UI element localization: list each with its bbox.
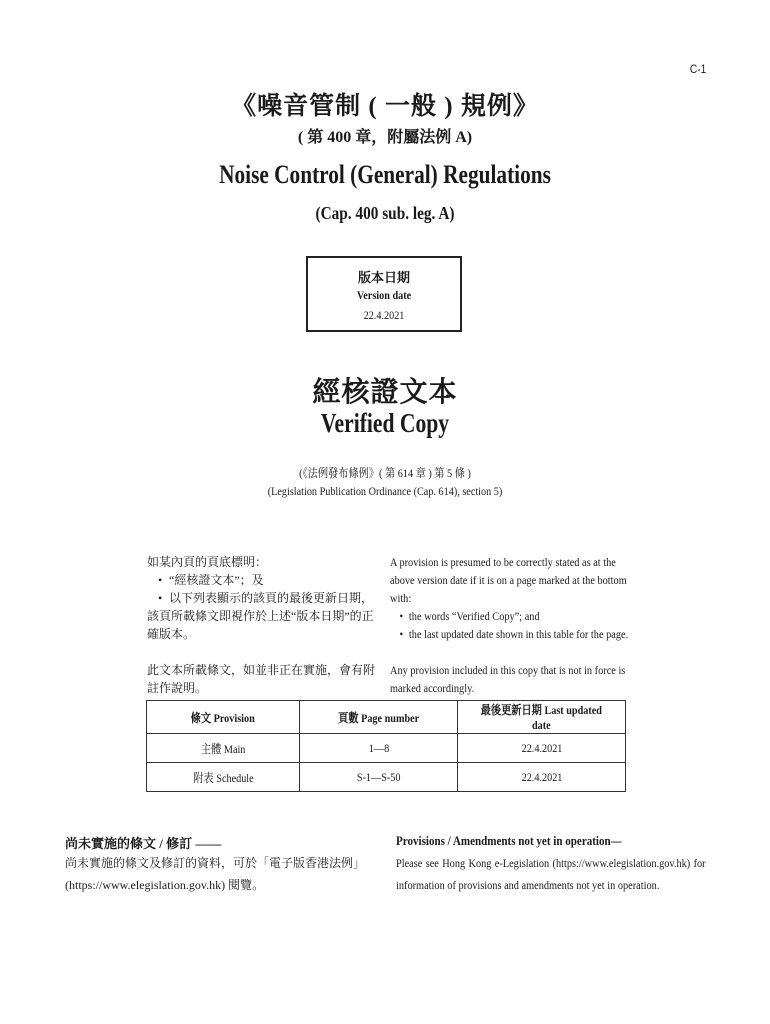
table-row [147,734,626,763]
footer-text-chinese: 尚未實施的條文及修訂的資料，可於「電子版香港法例」(https://www.elegislation.gov.hk) 閱覽。 [65,856,366,892]
citation-english: (Legislation Publication Ordinance (Cap. 614), section 5) [267,484,503,498]
notes-zh-bullet-2: • 以下列表顯示的該頁的最後更新日期， [157,589,377,607]
subtitle-english: (Cap. 400 sub. leg. A) [315,203,455,223]
cell-provision: 附表 Schedule [147,763,300,792]
notes-en-bullet-1: • the words “Verified Copy”; and [399,607,640,625]
header-last-updated: 最後更新日期 Last updated date [458,701,626,734]
page-number: C-1 [689,62,706,76]
verified-copy-chinese: 經核證文本 [312,377,458,408]
notes-chinese [147,553,377,697]
cell-last-updated: 22.4.2021 [458,734,626,763]
notes-en-para2: Any provision included in this copy that is not in force is marked accordingly. [390,663,626,695]
notes-en-bullet-2: • the last updated date shown in this table for the page. [399,625,640,643]
footer-text-english: Please see Hong Kong e-Legislation (https://www.elegislation.gov.hk) for information of provisions and amendments not yet in operation. [396,856,706,892]
version-date: 22.4.2021 [363,308,405,322]
verified-copy-english: Verified Copy [320,408,450,438]
footer-heading-chinese: 尚未實施的條文 / 修訂 —— [65,836,222,851]
cell-page-number: S-1—S-50 [300,763,458,792]
notes-zh-intro: 如某內頁的頁底標明： [147,555,268,569]
header-page-number: 頁數 Page number [300,701,458,734]
header-provision: 條文 Provision [147,701,300,734]
notes-zh-after: 該頁所載條文即視作於上述“版本日期”的正確版本。 [147,609,374,641]
notes-zh-para2: 此文本所載條文，如並非正在實施，會有附註作說明。 [147,663,376,695]
notes-en-intro: A provision is presumed to be correctly stated as at the above version date if it is on a page marked at the bottom with: [390,555,627,605]
footer-heading-english: Provisions / Amendments not yet in operation— [396,833,622,848]
version-label-chinese: 版本日期 [357,270,410,285]
table-header-row [147,701,626,734]
table-row [147,763,626,792]
title-chinese: 《噪音管制 ( 一般 ) 規例》 [231,93,539,120]
cell-last-updated: 22.4.2021 [458,763,626,792]
notes-zh-bullet-1: • “經核證文本”；及 [157,571,377,589]
title-english: Noise Control (General) Regulations [219,160,551,189]
cell-provision: 主體 Main [147,734,300,763]
notes-english [390,553,639,697]
citation-chinese: (《法例發布條例》( 第 614 章 ) 第 5 條 ) [299,466,471,480]
subtitle-chinese: ( 第 400 章，附屬法例 A) [297,129,473,146]
version-label-english: Version date [356,288,412,302]
provision-table [146,700,626,792]
cell-page-number: 1—8 [300,734,458,763]
version-date-box [306,256,462,332]
